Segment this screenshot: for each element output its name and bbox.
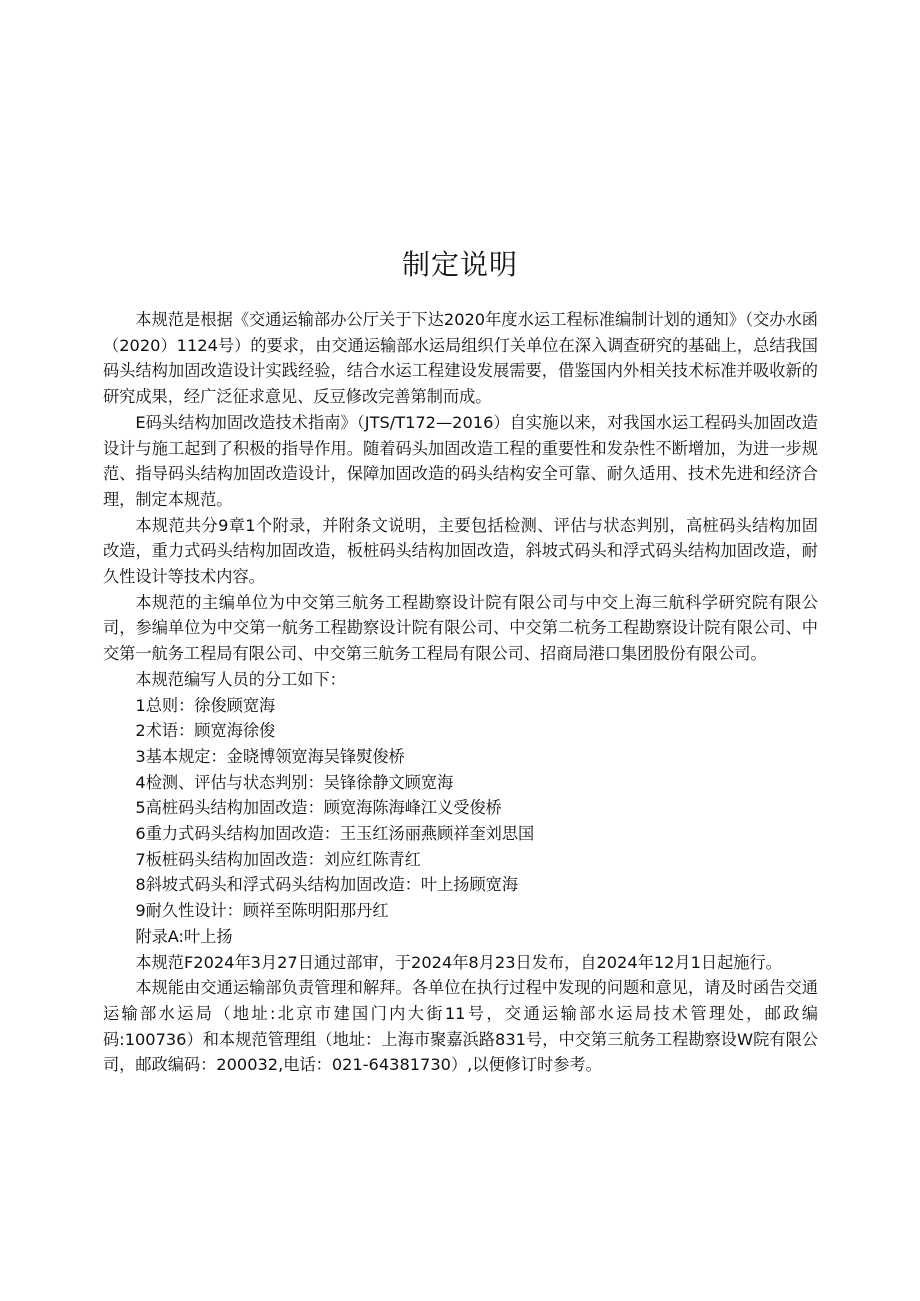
paragraph-organizations: 本规范的主编单位为中交第三航务工程勘察设计院有限公司与中交上海三航科学研究院有限公司，参编单位为中交第一航务工程勘察设计院有限公司、中交第二杭务工程勘察设计院有限公司、中交第一航务工程局有限公司、中交第三航务工程局有限公司、招商局港口集团股份有限公司。 — [103, 592, 818, 664]
staff-item: 2术语：顾宽海徐俊 — [135, 721, 276, 741]
paragraph-contents: 本规范共分9章1个附录，并附条文说明，主要包括检测、评估与状态判别，高桩码头结构加固改造，重力式码头结构加固改造，板桩码头结构加固改造，斜坡式码头和浮式码头结构加固改造，耐久性设计等技术内容。 — [103, 515, 818, 587]
staff-item: 7板桩码头结构加固改造：刘应红陈青红 — [135, 849, 421, 869]
paragraph-basis: 本规范是根据《交通运输部办公厅关于下达2020年度水运工程标准编制计划的通知》（交办水函（2020）1124号）的要求，由交通运输部水运局组织仃关单位在深入调查研究的基础上，总结我国码头结构加固改造设计实践经验，结合水运工程建设发展需要，借鉴国内外相关技术标准并吸收新的研究成果，经广泛征求意见、反豆修改完善第制而成。 — [103, 310, 818, 407]
staff-list — [103, 693, 818, 950]
paragraph-contact: 本规能由交通运输部负责管理和解拜。各单位在执行过程中发现的问题和意见，请及时函告交通运输部水运局（地址:北京市建国门内大街11号，交通运输部水运局技术管理处，邮政编码:100736）和本规范管理组（地址：上海市聚嘉浜路831号，中交第三航务工程勘察设W院有限公司，邮政编码：200032,电话：021-64381730）,以便修订时参考。 — [103, 978, 818, 1075]
staff-item: 附录A:叶上扬 — [135, 926, 233, 946]
staff-item: 1总则：徐俊顾宽海 — [135, 695, 276, 715]
staff-item: 5高桩码头结构加固改造：顾宽海陈海峰江义受俊桥 — [135, 798, 502, 818]
paragraph-staff-intro: 本规范编写人员的分工如下： — [135, 669, 346, 689]
document-body — [103, 307, 818, 1078]
staff-item: 9耐久性设计：顾祥至陈明阳那丹红 — [135, 901, 389, 921]
staff-item: 8斜坡式码头和浮式码头结构加固改造：叶上扬顾宽海 — [135, 875, 519, 895]
staff-item: 4检测、评估与状态判别：吴锋徐静文顾宽海 — [135, 772, 454, 792]
staff-item: 6重力式码头结构加固改造：王玉红汤丽燕顾祥奎刘思国 — [135, 824, 535, 844]
paragraph-background: E码头结构加固改造技术指南》（JTS/T172—2016）自实施以来，对我国水运工程码头加固改造设计与施工起到了积极的指导作用。随着码头加固改造工程的重要性和发杂性不断增加，为进一步规范、指导码头结构加固改造设计，保障加固改造的码头结构安全可靠、耐久适用、技术先进和经济合理，制定本规范。 — [103, 412, 818, 509]
page-title: 制定说明 — [401, 248, 518, 281]
staff-item: 3基本规定：金晓博领宽海吴锋熨俊桥 — [135, 746, 405, 766]
paragraph-dates: 本规范F2024年3月27日通过部审，于2024年8月23日发布，自2024年12月1日起施行。 — [135, 952, 782, 972]
